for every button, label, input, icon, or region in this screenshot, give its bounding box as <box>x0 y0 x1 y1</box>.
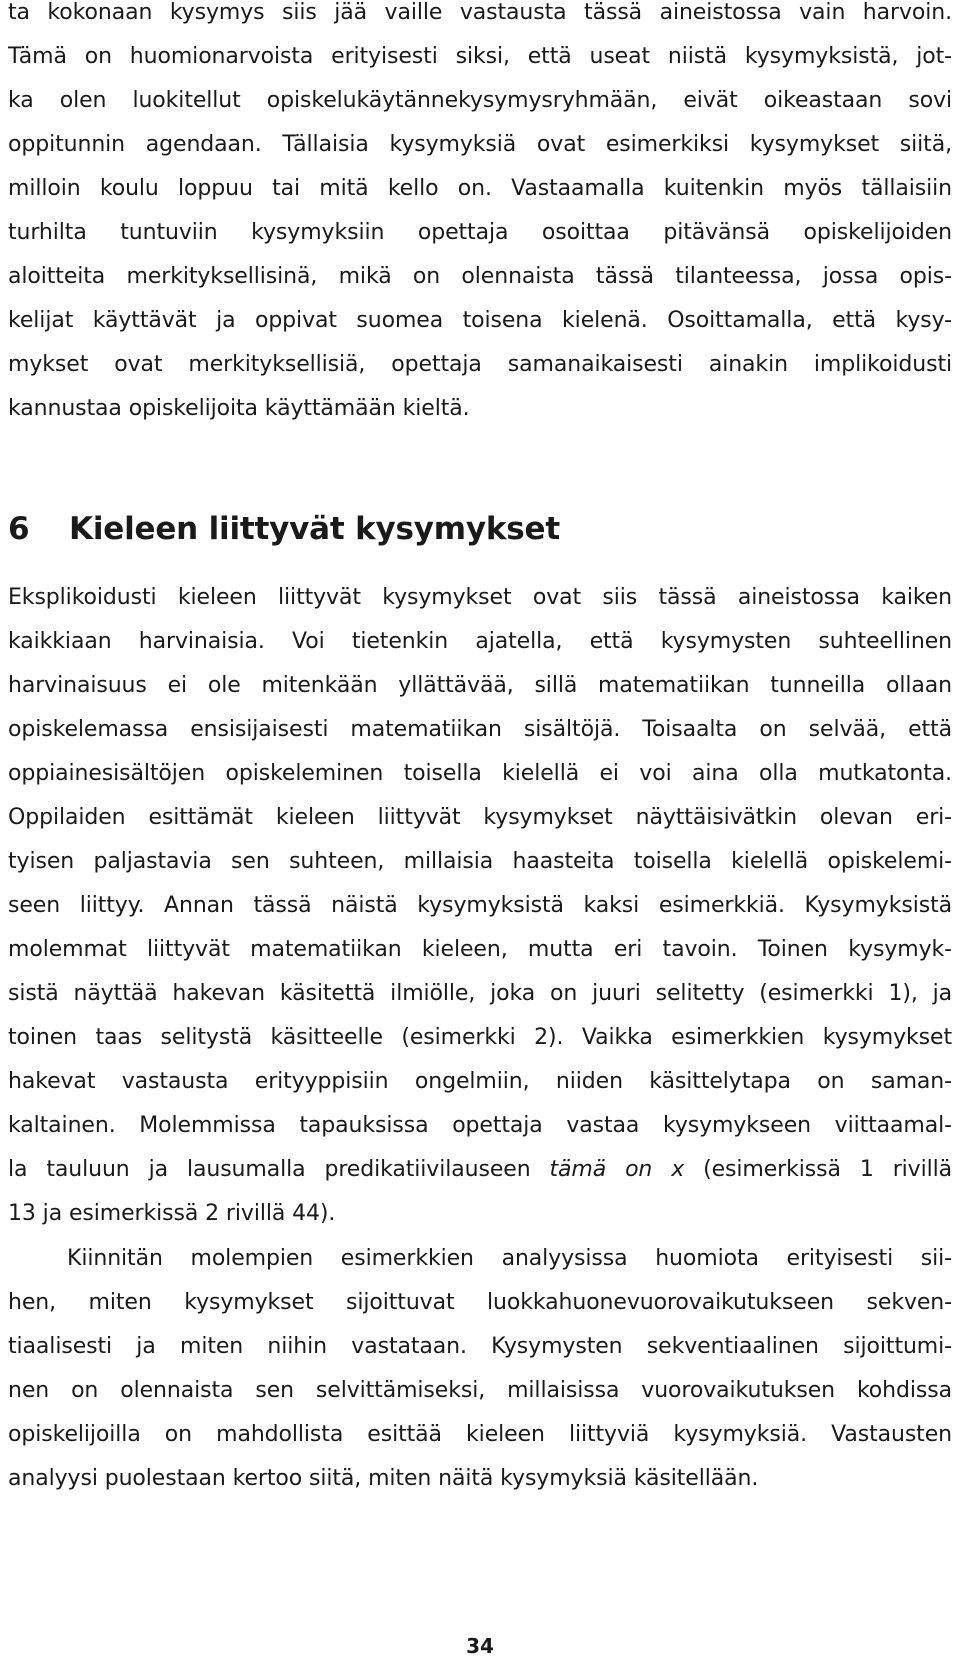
text-line: seen liittyy. Annan tässä näistä kysymyksistä kaksi esimerkkiä. Kysymyksistä <box>8 893 952 918</box>
text-segment: (esimerkissä 1 rivillä <box>684 1157 952 1182</box>
section-heading <box>8 511 560 547</box>
paragraph-main <box>8 576 952 1236</box>
text-line: analyysi puolestaan kertoo siitä, miten näitä kysymyksiä käsitellään. <box>8 1466 759 1491</box>
text-line: kannustaa opiskelijoita käyttämään kieltä. <box>8 396 470 421</box>
text-line: milloin koulu loppuu tai mitä kello on. Vastaamalla kuitenkin myös tällaisiin <box>8 176 952 201</box>
text-line: hakevat vastausta erityyppisiin ongelmiin, niiden käsittelytapa on saman- <box>8 1069 952 1094</box>
paragraph-last <box>8 1237 952 1501</box>
text-line: kelijat käyttävät ja oppivat suomea toisena kielenä. Osoittamalla, että kysy- <box>8 308 952 333</box>
text-line: mykset ovat merkityksellisiä, opettaja samanaikaisesti ainakin implikoidusti <box>8 352 952 377</box>
text-line: ta kokonaan kysymys siis jää vaille vastausta tässä aineistossa vain harvoin. <box>8 0 952 25</box>
text-line: ka olen luokitellut opiskelukäytännekysymysryhmään, eivät oikeastaan sovi <box>8 88 952 113</box>
text-line: turhilta tuntuviin kysymyksiin opettaja osoittaa pitävänsä opiskelijoiden <box>8 220 952 245</box>
text-line: kaltainen. Molemmissa tapauksissa opettaja vastaa kysymykseen viittaamal- <box>8 1113 952 1138</box>
text-line: opiskelemassa ensisijaisesti matematiikan sisältöjä. Toisaalta on selvää, että <box>8 717 952 742</box>
page-number: 34 <box>466 1634 494 1658</box>
section-number: 6 <box>8 511 30 547</box>
text-line: kaikkiaan harvinaisia. Voi tietenkin ajatella, että kysymysten suhteellinen <box>8 629 952 654</box>
text-line: tiaalisesti ja miten niihin vastataan. Kysymysten sekventiaalinen sijoittumi- <box>8 1334 952 1359</box>
text-line: 13 ja esimerkissä 2 rivillä 44). <box>8 1201 336 1226</box>
text-line: oppitunnin agendaan. Tällaisia kysymyksiä ovat esimerkiksi kysymykset siitä, <box>8 132 952 157</box>
text-line: opiskelijoilla on mahdollista esittää kieleen liittyviä kysymyksiä. Vastausten <box>8 1422 952 1447</box>
text-line: Eksplikoidusti kieleen liittyvät kysymykset ovat siis tässä aineistossa kaiken <box>8 585 952 610</box>
text-line-with-italic <box>8 1148 952 1192</box>
text-line: toinen taas selitystä käsitteelle (esimerkki 2). Vaikka esimerkkien kysymykset <box>8 1025 952 1050</box>
section-title: Kieleen liittyvät kysymykset <box>69 511 560 547</box>
text-line: nen on olennaista sen selvittämiseksi, millaisissa vuorovaikutuksen kohdissa <box>8 1378 952 1403</box>
text-line: tyisen paljastavia sen suhteen, millaisia haasteita toisella kielellä opiskelemi- <box>8 849 952 874</box>
text-line: aloitteita merkityksellisinä, mikä on olennaista tässä tilanteessa, jossa opis- <box>8 264 952 289</box>
text-line: harvinaisuus ei ole mitenkään yllättävää, sillä matematiikan tunneilla ollaan <box>8 673 952 698</box>
text-line: Oppilaiden esittämät kieleen liittyvät kysymykset näyttäisivätkin olevan eri- <box>8 805 952 830</box>
text-line: Tämä on huomionarvoista erityisesti siksi, että useat niistä kysymyksistä, jot- <box>8 44 952 69</box>
text-line: molemmat liittyvät matematiikan kieleen, mutta eri tavoin. Toinen kysymyk- <box>8 937 952 962</box>
text-segment: la tauluun ja lausumalla predikatiivilauseen <box>8 1157 550 1182</box>
text-line: Kiinnitän molempien esimerkkien analyysissa huomiota erityisesti sii- <box>67 1246 952 1271</box>
text-line: sistä näyttää hakevan käsitettä ilmiölle, joka on juuri selitetty (esimerkki 1), ja <box>8 981 952 1006</box>
paragraph-top <box>8 0 952 431</box>
text-line: oppiainesisältöjen opiskeleminen toisella kielellä ei voi aina olla mutkatonta. <box>8 761 952 786</box>
italic-phrase: tämä on x <box>549 1157 685 1182</box>
text-line: hen, miten kysymykset sijoittuvat luokkahuonevuorovaikutukseen sekven- <box>8 1290 952 1315</box>
